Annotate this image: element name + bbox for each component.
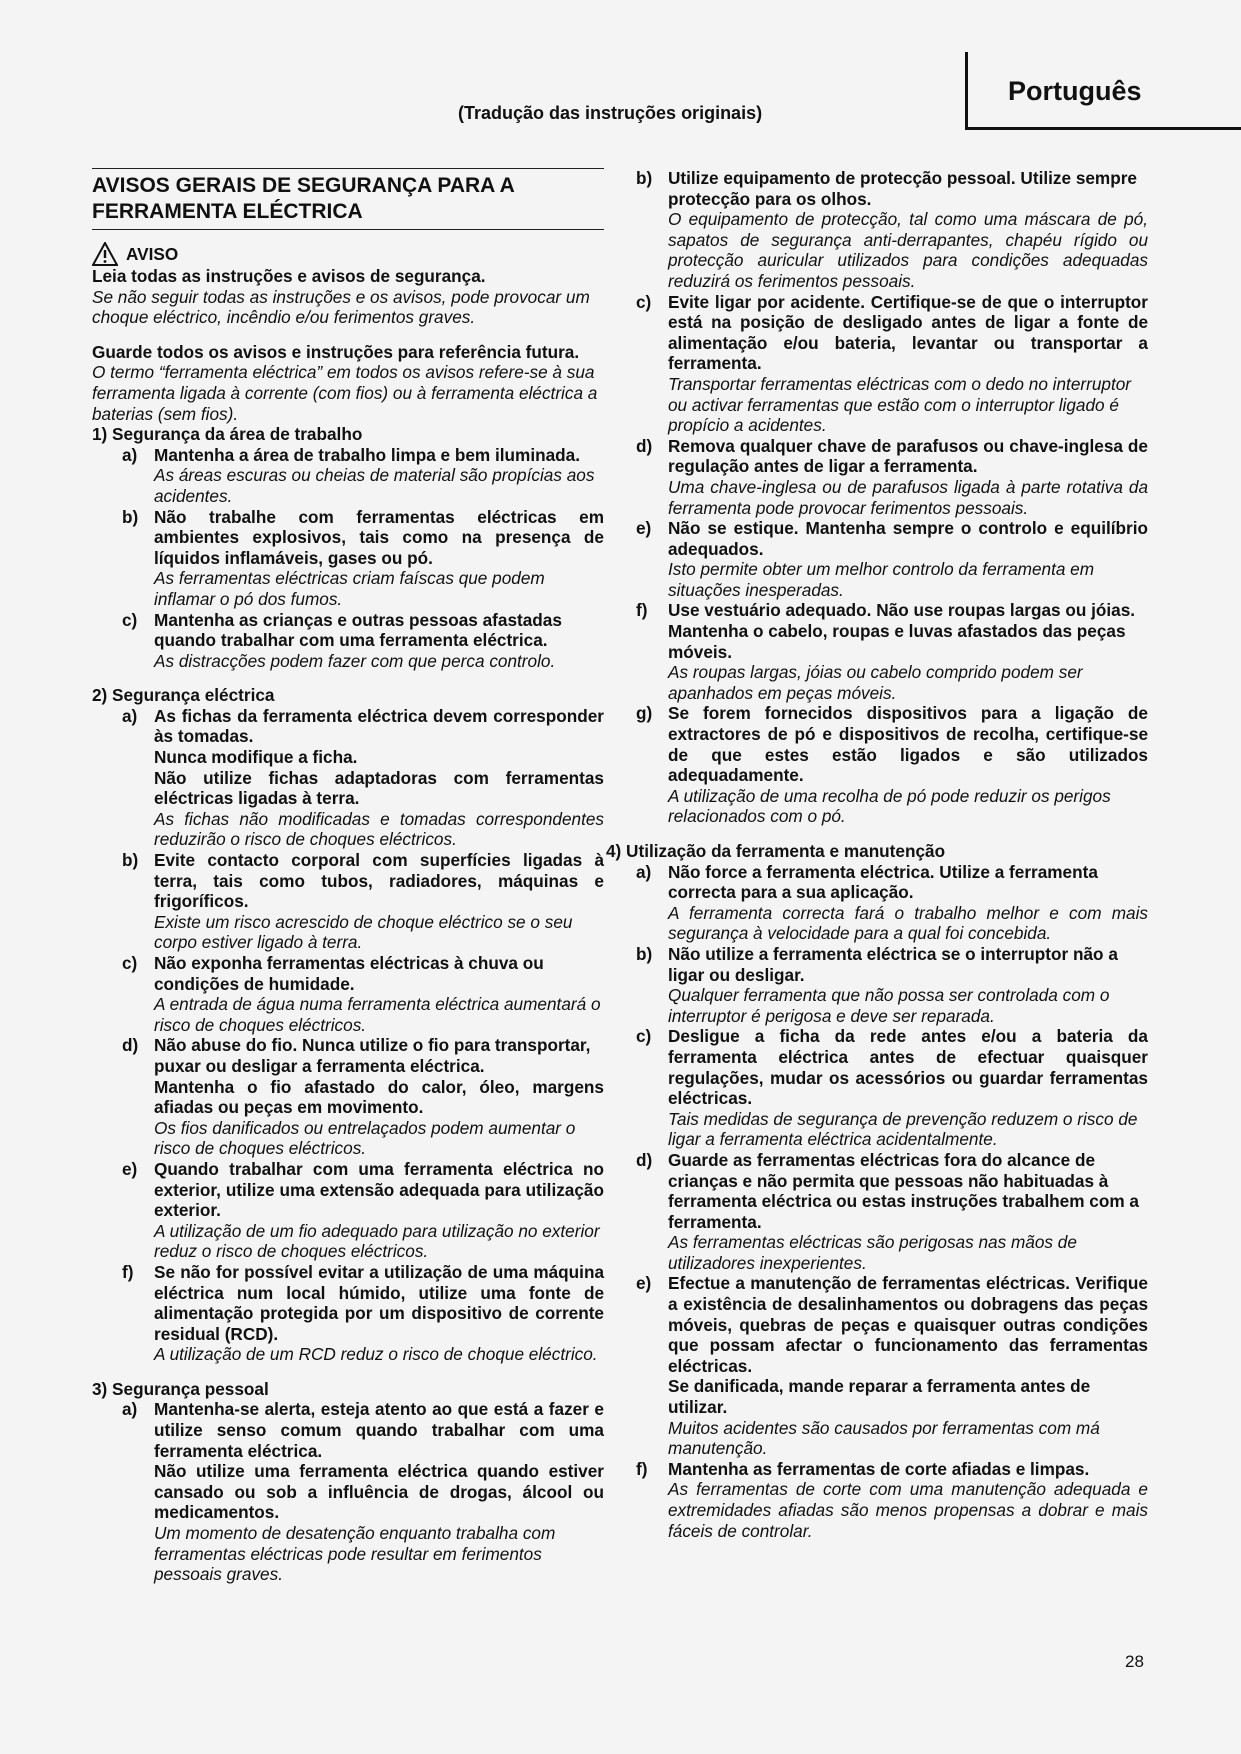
list-item: g) Se forem fornecidos dispositivos para a ligação de extractores de pó e dispositivos de recolha, certifique-se de que estes estão ligados e são utilizados adequadamente. A utilização de uma recolha de pó pode reduzir os perigos relacionados com o pó. bbox=[636, 703, 1148, 827]
right-column bbox=[606, 168, 1148, 1541]
list-item: a) Não force a ferramenta eléctrica. Utilize a ferramenta correcta para a sua aplicação. A ferramenta correcta fará o trabalho melhor e com mais segurança à velocidade para a qual foi concebida. bbox=[636, 861, 1148, 944]
list-item: b) Evite contacto corporal com superfícies ligadas à terra, tais como tubos, radiadores, máquinas e frigoríficos. Existe um risco acrescido de choque eléctrico se o seu corpo estiver ligado à terra. bbox=[122, 850, 604, 953]
warning-italic-text: Se não seguir todas as instruções e os avisos, pode provocar um choque eléctrico, incêndio e/ou ferimentos graves. bbox=[92, 286, 590, 328]
list-item: a) Mantenha a área de trabalho limpa e bem iluminada. As áreas escuras ou cheias de material são propícias aos acidentes. bbox=[122, 444, 595, 506]
list-item: e) Quando trabalhar com uma ferramenta eléctrica no exterior, utilize uma extensão adequada para utilização exterior. A utilização de um fio adequado para utilização no exterior reduz o risco de choques eléctricos. bbox=[122, 1158, 604, 1262]
section-heading bbox=[92, 168, 604, 230]
list-item: f) Mantenha as ferramentas de corte afiadas e limpas. As ferramentas de corte com uma manutenção adequada e extremidades afiadas são menos propensas a dobrar e mais fáceis de controlar. bbox=[636, 1458, 1148, 1541]
list-item: c) Evite ligar por acidente. Certifique-se de que o interruptor está na posição de desligado antes de ligar a fonte de alimentação e/ou bateria, levantar ou transportar a ferramenta. Transportar ferramentas eléctricas com o dedo no interruptor ou activar ferramentas que estão com o interruptor ligado é propício a acidentes. bbox=[636, 291, 1148, 436]
section-4-title: 4) Utilização da ferramenta e manutenção bbox=[606, 841, 946, 861]
section-2-title: 2) Segurança eléctrica bbox=[92, 685, 275, 706]
warning-bold-text: Leia todas as instruções e avisos de segurança. bbox=[92, 266, 486, 286]
list-item: c) Desligue a ficha da rede antes e/ou a bateria da ferramenta eléctrica antes de efectuar quaisquer regulações, mudar os acessórios ou guardar ferramentas eléctricas. Tais medidas de segurança de prevenção reduzem o risco de ligar a ferramenta eléctrica acidentalmente. bbox=[636, 1026, 1148, 1150]
list-item: b) Utilize equipamento de protecção pessoal. Utilize sempre protecção para os olhos. O equipamento de protecção, tal como uma máscara de pó, sapatos de segurança anti-derrapantes, chapéu rígido ou protecção auricular utilizados para condições adequadas reduzirá os ferimentos pessoais. bbox=[636, 168, 1148, 291]
subtitle: (Tradução das instruções originais) bbox=[458, 103, 763, 123]
list-item: b) Não utilize a ferramenta eléctrica se o interruptor não a ligar ou desligar. Qualquer ferramenta que não possa ser controlada com o interruptor é perigosa e deve ser reparada. bbox=[636, 943, 1118, 1026]
section-1-title: 1) Segurança da área de trabalho bbox=[92, 424, 363, 445]
list-item: d) Não abuse do fio. Nunca utilize o fio para transportar, puxar ou desligar a ferramenta eléctrica. Mantenha o fio afastado do calor, óleo, margens afiadas ou peças em movimento. Os fios danificados ou entrelaçados podem aumentar o risco de choques eléctricos. bbox=[122, 1035, 604, 1159]
list-item: c) Não exponha ferramentas eléctricas à chuva ou condições de humidade. A entrada de água numa ferramenta eléctrica aumentará o risco de choques eléctricos. bbox=[122, 953, 601, 1035]
language-label: Português bbox=[1008, 76, 1142, 106]
list-item: a) As fichas da ferramenta eléctrica devem corresponder às tomadas. Nunca modifique a ficha. Não utilize fichas adaptadoras com ferramentas eléctricas ligadas à terra. As fichas não modificadas e tomadas correspondentes reduzirão o risco de choques eléctricos. bbox=[122, 705, 604, 850]
list-item: f) Use vestuário adequado. Não use roupas largas ou jóias. Mantenha o cabelo, roupas e luvas afastados das peças móveis. As roupas largas, jóias ou cabelo comprido podem ser apanhados em peças móveis. bbox=[636, 600, 1136, 703]
warning-label: AVISO bbox=[126, 243, 179, 264]
language-tab bbox=[965, 52, 1241, 130]
list-item: a) Mantenha-se alerta, esteja atento ao que está a fazer e utilize senso comum quando trabalhar com uma ferramenta eléctrica. Não utilize uma ferramenta eléctrica quando estiver cansado ou sob a influência de drogas, álcool ou medicamentos. Um momento de desatenção enquanto trabalha com ferramentas eléctricas pode resultar em ferimentos pessoais graves. bbox=[122, 1399, 604, 1585]
keep-instructions-text: Guarde todos os avisos e instruções para referência futura. bbox=[92, 341, 580, 362]
warning-title bbox=[92, 242, 604, 266]
list-item: e) Efectue a manutenção de ferramentas eléctricas. Verifique a existência de desalinhamentos ou dobragens das peças móveis, quebras de peças e quaisquer outras condições que possam afectar o funcionamento das ferramentas eléctricas. Se danificada, mande reparar a ferramenta antes de utilizar. Muitos acidentes são causados por ferramentas com má manutenção. bbox=[636, 1273, 1148, 1459]
page-number: 28 bbox=[1125, 1652, 1144, 1671]
list-item: e) Não se estique. Mantenha sempre o controlo e equilíbrio adequados. Isto permite obter um melhor controlo da ferramenta em situações inesperadas. bbox=[636, 518, 1148, 600]
list-item: f) Se não for possível evitar a utilização de uma máquina eléctrica num local húmido, utilize uma fonte de alimentação protegida por um dispositivo de corrente residual (RCD). A utilização de um RCD reduz o risco de choque eléctrico. bbox=[122, 1261, 604, 1365]
term-definition-text: O termo “ferramenta eléctrica” em todos os avisos refere-se à sua ferramenta ligada à corrente (com fios) ou à ferramenta eléctrica a baterias (sem fios). bbox=[92, 362, 598, 424]
list-item: d) Guarde as ferramentas eléctricas fora do alcance de crianças e não permita que pessoas não habituadas à ferramenta eléctrica ou estas instruções trabalhem com a ferramenta. As ferramentas eléctricas são perigosas nas mãos de utilizadores inexperientes. bbox=[636, 1149, 1139, 1273]
list-item: d) Remova qualquer chave de parafusos ou chave-inglesa de regulação antes de ligar a ferramenta. Uma chave-inglesa ou de parafusos ligada à parte rotativa da ferramenta pode provocar ferimentos pessoais. bbox=[636, 435, 1148, 518]
list-item: c) Mantenha as crianças e outras pessoas afastadas quando trabalhar com uma ferramenta eléctrica. As distracções podem fazer com que perca controlo. bbox=[122, 609, 562, 671]
left-column bbox=[92, 168, 604, 1585]
heading-line-2: FERRAMENTA ELÉCTRICA bbox=[92, 200, 363, 223]
list-item: b) Não trabalhe com ferramentas eléctricas em ambientes explosivos, tais como na presença de líquidos inflamáveis, gases ou pó. As ferramentas eléctricas criam faíscas que podem inflamar o pó dos fumos. bbox=[122, 506, 604, 609]
warning-triangle-icon bbox=[92, 242, 118, 266]
section-3-title: 3) Segurança pessoal bbox=[92, 1378, 269, 1399]
heading-line-1: AVISOS GERAIS DE SEGURANÇA PARA A bbox=[92, 174, 515, 197]
